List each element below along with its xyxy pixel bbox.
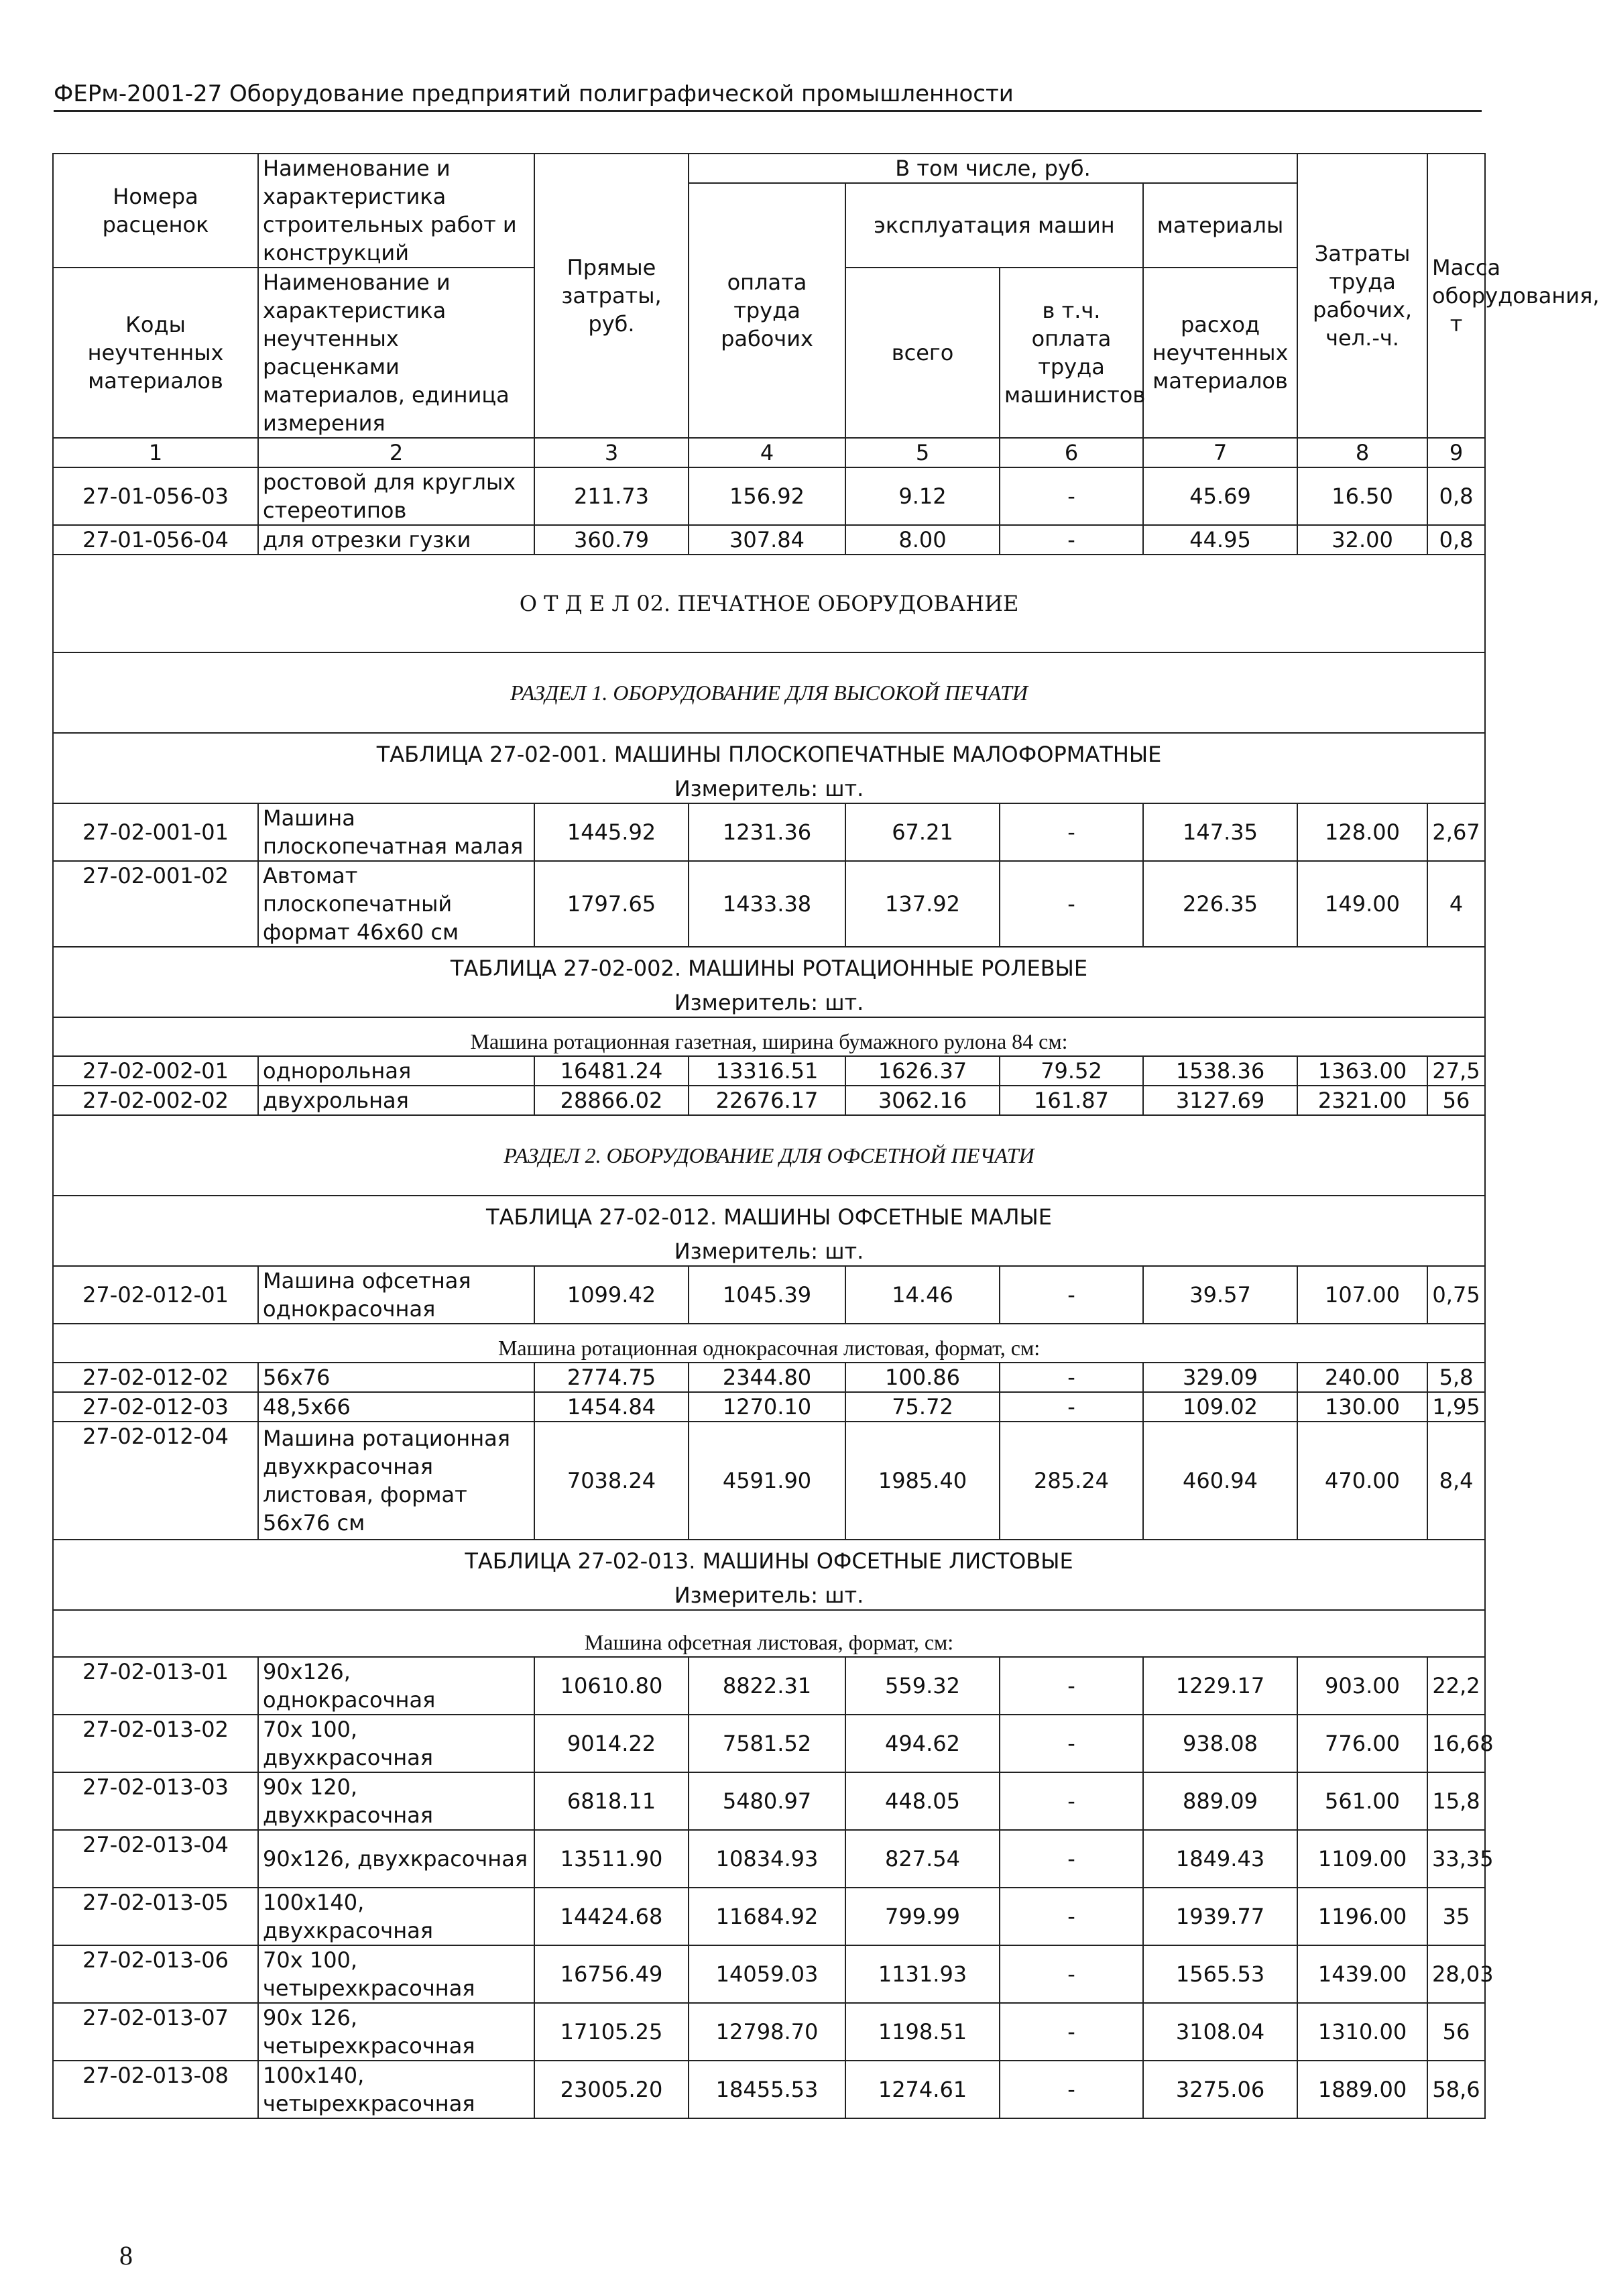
machinist-pay: - [1000, 2003, 1143, 2061]
equipment-mass: 27,5 [1427, 1056, 1485, 1086]
worker-pay: 5480.97 [689, 1772, 845, 1830]
rates-sheet [52, 153, 1599, 2119]
direct-costs: 7038.24 [534, 1422, 689, 1540]
machinist-pay: - [1000, 467, 1143, 525]
worker-pay: 4591.90 [689, 1422, 845, 1540]
header-number-row [53, 438, 1485, 467]
worker-pay: 11684.92 [689, 1888, 845, 1945]
machines-total: 1198.51 [845, 2003, 1000, 2061]
table-002-unit: Измеритель: шт. [53, 988, 1485, 1017]
table-row [53, 2061, 1485, 2118]
machines-total: 494.62 [845, 1715, 1000, 1772]
header-direct-costs: Прямые затраты, руб. [534, 154, 689, 438]
rates-table [52, 153, 1599, 2119]
machines-total: 67.21 [845, 803, 1000, 861]
table-row [53, 861, 1485, 947]
direct-costs: 14424.68 [534, 1888, 689, 1945]
labor-costs: 107.00 [1297, 1266, 1427, 1324]
machines-total: 75.72 [845, 1392, 1000, 1422]
table-row [53, 1657, 1485, 1715]
header-machines-total: всего [845, 268, 1000, 438]
rate-code: 27-01-056-04 [53, 525, 258, 555]
machinist-pay: - [1000, 1830, 1143, 1888]
table-row [53, 1888, 1485, 1945]
worker-pay: 18455.53 [689, 2061, 845, 2118]
machines-total: 559.32 [845, 1657, 1000, 1715]
machines-total: 9.12 [845, 467, 1000, 525]
rate-code: 27-02-013-07 [53, 2003, 258, 2061]
direct-costs: 360.79 [534, 525, 689, 555]
header-material-consumption: расход неучтенных материалов [1143, 268, 1297, 438]
rate-code: 27-02-013-08 [53, 2061, 258, 2118]
machinist-pay: 285.24 [1000, 1422, 1143, 1540]
rate-code: 27-02-012-02 [53, 1363, 258, 1392]
machines-total: 8.00 [845, 525, 1000, 555]
worker-pay: 13316.51 [689, 1056, 845, 1086]
worker-pay: 8822.31 [689, 1657, 845, 1715]
table-row [53, 803, 1485, 861]
machinist-pay: - [1000, 1266, 1143, 1324]
direct-costs: 10610.80 [534, 1657, 689, 1715]
equipment-mass: 33,35 [1427, 1830, 1485, 1888]
table-002-title: ТАБЛИЦА 27-02-002. МАШИНЫ РОТАЦИОННЫЕ РОЛЕВЫЕ [53, 947, 1485, 988]
otdel-title: О Т Д Е Л 02. ПЕЧАТНОЕ ОБОРУДОВАНИЕ [53, 555, 1485, 652]
materials: 329.09 [1143, 1363, 1297, 1392]
worker-pay: 14059.03 [689, 1945, 845, 2003]
work-name: 90х126, двухкрасочная [258, 1830, 534, 1888]
labor-costs: 2321.00 [1297, 1086, 1427, 1115]
equipment-mass: 0,8 [1427, 525, 1485, 555]
direct-costs: 1445.92 [534, 803, 689, 861]
worker-pay: 1433.38 [689, 861, 845, 947]
header-equipment-mass: Масса оборудования, т [1427, 154, 1485, 438]
work-name: 100х140, четырехкрасочная [258, 2061, 534, 2118]
header-rate-numbers: Номера расценок [53, 154, 258, 268]
col-number: 8 [1297, 438, 1427, 467]
rate-code: 27-02-013-05 [53, 1888, 258, 1945]
work-name: Автомат плоскопечатный формат 46х60 см [258, 861, 534, 947]
machines-total: 1626.37 [845, 1056, 1000, 1086]
labor-costs: 1363.00 [1297, 1056, 1427, 1086]
worker-pay: 12798.70 [689, 2003, 845, 2061]
work-name: 100х140, двухкрасочная [258, 1888, 534, 1945]
header-work-name: Наименование и характеристика строительных работ и конструкций [258, 154, 534, 268]
equipment-mass: 0,8 [1427, 467, 1485, 525]
machines-total: 827.54 [845, 1830, 1000, 1888]
col-number: 3 [534, 438, 689, 467]
table-row [53, 1715, 1485, 1772]
header-machine-operation: эксплуатация машин [845, 183, 1143, 268]
table-013-group: Машина офсетная листовая, формат, см: [53, 1610, 1485, 1657]
machines-total: 799.99 [845, 1888, 1000, 1945]
machines-total: 137.92 [845, 861, 1000, 947]
machinist-pay: - [1000, 2061, 1143, 2118]
table-001-title: ТАБЛИЦА 27-02-001. МАШИНЫ ПЛОСКОПЕЧАТНЫЕ МАЛОФОРМАТНЫЕ [53, 733, 1485, 774]
worker-pay: 22676.17 [689, 1086, 845, 1115]
work-name: 70х 100, четырехкрасочная [258, 1945, 534, 2003]
direct-costs: 1797.65 [534, 861, 689, 947]
machines-total: 1985.40 [845, 1422, 1000, 1540]
machines-total: 14.46 [845, 1266, 1000, 1324]
header-material-name: Наименование и характеристика неучтенных расценками материалов, единица измерения [258, 268, 534, 438]
machinist-pay: - [1000, 1392, 1143, 1422]
materials: 3275.06 [1143, 2061, 1297, 2118]
table-012-title: ТАБЛИЦА 27-02-012. МАШИНЫ ОФСЕТНЫЕ МАЛЫЕ [53, 1196, 1485, 1237]
labor-costs: 1310.00 [1297, 2003, 1427, 2061]
table-row [53, 1056, 1485, 1086]
machines-total: 448.05 [845, 1772, 1000, 1830]
rate-code: 27-02-012-03 [53, 1392, 258, 1422]
page-number: 8 [119, 2240, 133, 2271]
work-name: 90х 120, двухкрасочная [258, 1772, 534, 1830]
labor-costs: 128.00 [1297, 803, 1427, 861]
rate-code: 27-01-056-03 [53, 467, 258, 525]
col-number: 4 [689, 438, 845, 467]
labor-costs: 776.00 [1297, 1715, 1427, 1772]
materials: 1849.43 [1143, 1830, 1297, 1888]
materials: 109.02 [1143, 1392, 1297, 1422]
labor-costs: 1196.00 [1297, 1888, 1427, 1945]
materials: 147.35 [1143, 803, 1297, 861]
worker-pay: 7581.52 [689, 1715, 845, 1772]
equipment-mass: 58,6 [1427, 2061, 1485, 2118]
work-name: однорольная [258, 1056, 534, 1086]
labor-costs: 470.00 [1297, 1422, 1427, 1540]
header-machinist-pay: в т.ч. оплата труда машинистов [1000, 268, 1143, 438]
equipment-mass: 1,95 [1427, 1392, 1485, 1422]
labor-costs: 16.50 [1297, 467, 1427, 525]
machinist-pay: - [1000, 1945, 1143, 2003]
materials: 3108.04 [1143, 2003, 1297, 2061]
materials: 1538.36 [1143, 1056, 1297, 1086]
labor-costs: 1439.00 [1297, 1945, 1427, 2003]
labor-costs: 130.00 [1297, 1392, 1427, 1422]
labor-costs: 903.00 [1297, 1657, 1427, 1715]
machines-total: 3062.16 [845, 1086, 1000, 1115]
table-002-group: Машина ротационная газетная, ширина бумажного рулона 84 см: [53, 1017, 1485, 1056]
rate-code: 27-02-012-04 [53, 1422, 258, 1540]
direct-costs: 6818.11 [534, 1772, 689, 1830]
col-number: 9 [1427, 438, 1485, 467]
materials: 1565.53 [1143, 1945, 1297, 2003]
table-row [53, 1266, 1485, 1324]
work-name: ростовой для круглых стереотипов [258, 467, 534, 525]
machines-total: 1131.93 [845, 1945, 1000, 2003]
equipment-mass: 5,8 [1427, 1363, 1485, 1392]
materials: 460.94 [1143, 1422, 1297, 1540]
machinist-pay: - [1000, 861, 1143, 947]
work-name: двухрольная [258, 1086, 534, 1115]
work-name: 90х 126, четырехкрасочная [258, 2003, 534, 2061]
col-number: 7 [1143, 438, 1297, 467]
table-012-unit: Измеритель: шт. [53, 1237, 1485, 1266]
table-row [53, 2003, 1485, 2061]
direct-costs: 28866.02 [534, 1086, 689, 1115]
table-row [53, 1945, 1485, 2003]
materials: 889.09 [1143, 1772, 1297, 1830]
materials: 45.69 [1143, 467, 1297, 525]
work-name: 48,5х66 [258, 1392, 534, 1422]
direct-costs: 17105.25 [534, 2003, 689, 2061]
col-number: 1 [53, 438, 258, 467]
worker-pay: 156.92 [689, 467, 845, 525]
header-worker-pay: оплата труда рабочих [689, 183, 845, 438]
materials: 39.57 [1143, 1266, 1297, 1324]
labor-costs: 1109.00 [1297, 1830, 1427, 1888]
header-material-codes: Коды неучтенных материалов [53, 268, 258, 438]
materials: 1229.17 [1143, 1657, 1297, 1715]
table-001-unit: Измеритель: шт. [53, 774, 1485, 803]
col-number: 2 [258, 438, 534, 467]
col-number: 6 [1000, 438, 1143, 467]
work-name: для отрезки гузки [258, 525, 534, 555]
equipment-mass: 56 [1427, 1086, 1485, 1115]
header-materials: материалы [1143, 183, 1297, 268]
machines-total: 100.86 [845, 1363, 1000, 1392]
rate-code: 27-02-013-03 [53, 1772, 258, 1830]
equipment-mass: 15,8 [1427, 1772, 1485, 1830]
equipment-mass: 8,4 [1427, 1422, 1485, 1540]
machinist-pay: - [1000, 1363, 1143, 1392]
direct-costs: 1099.42 [534, 1266, 689, 1324]
labor-costs: 1889.00 [1297, 2061, 1427, 2118]
machines-total: 1274.61 [845, 2061, 1000, 2118]
worker-pay: 1270.10 [689, 1392, 845, 1422]
machinist-pay: - [1000, 1715, 1143, 1772]
razdel-2-title: РАЗДЕЛ 2. ОБОРУДОВАНИЕ ДЛЯ ОФСЕТНОЙ ПЕЧАТИ [53, 1115, 1485, 1196]
equipment-mass: 22,2 [1427, 1657, 1485, 1715]
work-name: Машина плоскопечатная малая [258, 803, 534, 861]
rate-code: 27-02-013-02 [53, 1715, 258, 1772]
worker-pay: 10834.93 [689, 1830, 845, 1888]
labor-costs: 32.00 [1297, 525, 1427, 555]
col-number: 5 [845, 438, 1000, 467]
worker-pay: 2344.80 [689, 1363, 845, 1392]
table-row [53, 1772, 1485, 1830]
table-row [53, 1422, 1485, 1540]
equipment-mass: 0,75 [1427, 1266, 1485, 1324]
direct-costs: 9014.22 [534, 1715, 689, 1772]
rate-code: 27-02-001-01 [53, 803, 258, 861]
table-012-group: Машина ротационная однокрасочная листовая, формат, см: [53, 1324, 1485, 1363]
labor-costs: 240.00 [1297, 1363, 1427, 1392]
labor-costs: 149.00 [1297, 861, 1427, 947]
direct-costs: 2774.75 [534, 1363, 689, 1392]
razdel-1-title: РАЗДЕЛ 1. ОБОРУДОВАНИЕ ДЛЯ ВЫСОКОЙ ПЕЧАТИ [53, 652, 1485, 733]
materials: 938.08 [1143, 1715, 1297, 1772]
materials: 3127.69 [1143, 1086, 1297, 1115]
work-name: Машина ротационная двухкрасочная листовая, формат 56х76 см [258, 1422, 534, 1540]
equipment-mass: 4 [1427, 861, 1485, 947]
work-name: 70х 100, двухкрасочная [258, 1715, 534, 1772]
worker-pay: 1045.39 [689, 1266, 845, 1324]
work-name: Машина офсетная однокрасочная [258, 1266, 534, 1324]
direct-costs: 1454.84 [534, 1392, 689, 1422]
equipment-mass: 35 [1427, 1888, 1485, 1945]
equipment-mass: 2,67 [1427, 803, 1485, 861]
labor-costs: 561.00 [1297, 1772, 1427, 1830]
machinist-pay: 79.52 [1000, 1056, 1143, 1086]
direct-costs: 211.73 [534, 467, 689, 525]
direct-costs: 23005.20 [534, 2061, 689, 2118]
header-including: В том числе, руб. [689, 154, 1297, 183]
materials: 226.35 [1143, 861, 1297, 947]
equipment-mass: 28,03 [1427, 1945, 1485, 2003]
work-name: 56х76 [258, 1363, 534, 1392]
equipment-mass: 56 [1427, 2003, 1485, 2061]
materials: 44.95 [1143, 525, 1297, 555]
direct-costs: 13511.90 [534, 1830, 689, 1888]
rate-code: 27-02-013-01 [53, 1657, 258, 1715]
machinist-pay: - [1000, 525, 1143, 555]
rate-code: 27-02-013-04 [53, 1830, 258, 1888]
table-row [53, 467, 1485, 525]
equipment-mass: 16,68 [1427, 1715, 1485, 1772]
header-labor-costs: Затраты труда рабочих, чел.-ч. [1297, 154, 1427, 438]
table-row [53, 525, 1485, 555]
worker-pay: 1231.36 [689, 803, 845, 861]
table-row [53, 1830, 1485, 1888]
machinist-pay: - [1000, 1657, 1143, 1715]
rate-code: 27-02-001-02 [53, 861, 258, 947]
rate-code: 27-02-002-01 [53, 1056, 258, 1086]
materials: 1939.77 [1143, 1888, 1297, 1945]
page-header: ФЕРм-2001-27 Оборудование предприятий полиграфической промышленности [54, 80, 1482, 112]
machinist-pay: - [1000, 1888, 1143, 1945]
rate-code: 27-02-002-02 [53, 1086, 258, 1115]
machinist-pay: - [1000, 803, 1143, 861]
rate-code: 27-02-013-06 [53, 1945, 258, 2003]
table-row [53, 1392, 1485, 1422]
direct-costs: 16756.49 [534, 1945, 689, 2003]
table-013-unit: Измеритель: шт. [53, 1581, 1485, 1610]
table-row [53, 1363, 1485, 1392]
work-name: 90х126, однокрасочная [258, 1657, 534, 1715]
rate-code: 27-02-012-01 [53, 1266, 258, 1324]
machinist-pay: - [1000, 1772, 1143, 1830]
table-row [53, 1086, 1485, 1115]
machinist-pay: 161.87 [1000, 1086, 1143, 1115]
direct-costs: 16481.24 [534, 1056, 689, 1086]
table-013-title: ТАБЛИЦА 27-02-013. МАШИНЫ ОФСЕТНЫЕ ЛИСТОВЫЕ [53, 1540, 1485, 1581]
worker-pay: 307.84 [689, 525, 845, 555]
